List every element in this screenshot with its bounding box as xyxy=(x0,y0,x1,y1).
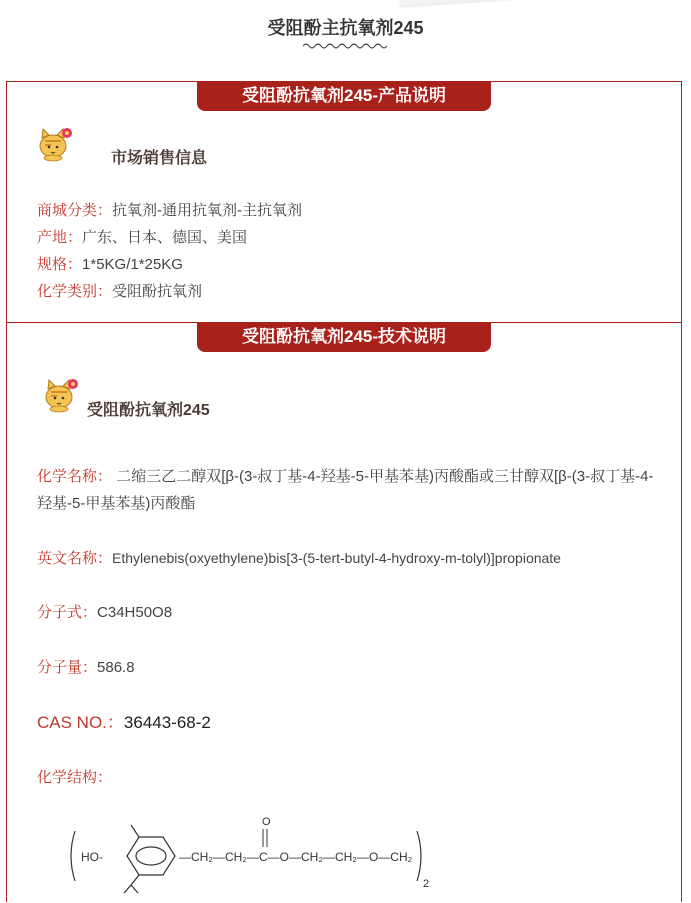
chem-name-label: 化学名称： xyxy=(37,468,113,485)
section-header: 受阻酚抗氧剂245-技术说明 xyxy=(197,322,491,352)
chem-name-value: 二缩三乙二醇双[β-(3-叔丁基-4-羟基-5-甲基苯基)丙酸酯或三甘醇双[β-(3-叔丁基-4-羟基-5-甲基苯基)丙酸酯 xyxy=(37,468,654,512)
en-name-value: Ethylenebis(oxyethylene)bis[3-(5-tert-butyl-4-hydroxy-m-tolyl)]propionate xyxy=(112,550,561,566)
info-value: 受阻酚抗氧剂 xyxy=(112,283,203,300)
technical-description-section xyxy=(6,322,682,902)
structure-label: 化学结构： xyxy=(37,769,113,786)
ester-chain-text: —CH₂—CH₂—C—O—CH₂—CH₂—O—CH₂ xyxy=(179,850,413,864)
list-item xyxy=(37,278,302,305)
list-item xyxy=(37,197,302,224)
section-header: 受阻酚抗氧剂245-产品说明 xyxy=(197,81,491,111)
info-value: 抗氧剂-通用抗氧剂-主抗氧剂 xyxy=(112,202,303,219)
subscript-text: 2 xyxy=(423,878,430,890)
list-item xyxy=(37,224,302,251)
section-subtitle: 市场销售信息 xyxy=(111,150,208,167)
mw-label: 分子量： xyxy=(37,659,98,676)
chemical-name xyxy=(37,463,662,517)
page-title: 受阻酚主抗氧剂245 xyxy=(267,18,424,38)
hydroxyl-group-text: HO- xyxy=(81,850,103,864)
chemical-structure-diagram xyxy=(67,813,447,903)
molecular-formula xyxy=(37,599,172,626)
info-value: 1*5KG/1*25KG xyxy=(82,256,183,273)
cas-value: 36443-68-2 xyxy=(123,713,211,732)
cat-mascot-icon xyxy=(33,122,83,162)
section-subtitle: 受阻酚抗氧剂245 xyxy=(87,402,210,419)
cas-number xyxy=(37,709,211,736)
chemical-structure-label xyxy=(37,764,112,791)
info-label: 产地： xyxy=(37,229,83,246)
cat-mascot-icon xyxy=(39,373,89,413)
carbonyl-oxygen-text: O xyxy=(262,816,271,828)
list-item xyxy=(37,251,302,278)
info-label: 商城分类： xyxy=(37,202,113,219)
info-label: 化学类别： xyxy=(37,283,113,300)
info-value: 广东、日本、德国、美国 xyxy=(82,229,248,246)
en-name-label: 英文名称： xyxy=(37,550,113,567)
info-label: 规格： xyxy=(37,256,83,273)
product-description-section xyxy=(6,81,682,324)
cas-label: CAS NO.： xyxy=(37,713,124,732)
mw-value: 586.8 xyxy=(97,659,135,676)
wave-divider xyxy=(303,42,387,50)
formula-value: C34H50O8 xyxy=(97,604,173,621)
sales-info-list xyxy=(37,197,302,305)
english-name xyxy=(37,545,561,572)
formula-label: 分子式： xyxy=(37,604,98,621)
molecular-weight xyxy=(37,654,135,681)
decorative-banner xyxy=(400,0,520,6)
